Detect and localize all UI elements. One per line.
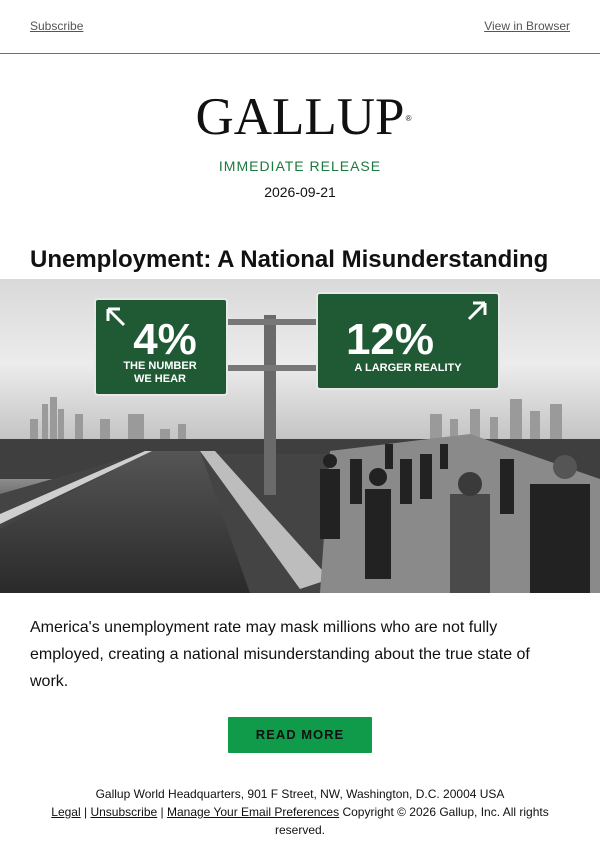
sign-left-line2: WE HEAR	[134, 373, 186, 385]
gallup-logo	[195, 88, 412, 146]
sign-post	[264, 315, 276, 495]
hero-illustration	[0, 279, 600, 593]
registered-mark: ®	[405, 114, 412, 123]
cta-container	[0, 717, 600, 753]
sign-left	[95, 299, 227, 395]
release-date: 2026-09-21	[264, 184, 336, 200]
logo-container	[0, 88, 600, 146]
view-in-browser-link[interactable]: View in Browser	[484, 19, 570, 33]
hero-image	[0, 279, 600, 593]
sign-arm-top	[225, 319, 320, 325]
subscribe-link[interactable]: Subscribe	[30, 19, 84, 33]
sign-left-value: 4%	[133, 315, 197, 364]
email-footer	[0, 785, 600, 839]
manage-preferences-link[interactable]: Manage Your Email Preferences	[166, 805, 340, 819]
sign-left-line1: THE NUMBER	[123, 360, 197, 372]
unsubscribe-link[interactable]: Unsubscribe	[90, 805, 158, 819]
sign-right	[317, 293, 499, 389]
footer-separator: |	[160, 805, 164, 819]
sign-right-line1: A LARGER REALITY	[354, 362, 462, 374]
logo-text: GALLUP	[195, 88, 405, 146]
footer-separator: |	[84, 805, 88, 819]
footer-links	[48, 803, 552, 839]
sign-right-value: 12%	[345, 315, 435, 364]
article-headline: Unemployment: A National Misunderstanding	[30, 246, 549, 273]
email-header-bar	[0, 0, 600, 54]
read-more-button[interactable]: READ MORE	[228, 717, 372, 753]
article-lead: America's unemployment rate may mask millions who are not fully employed, creating a national misunderstanding about the true state of work.	[30, 619, 530, 690]
footer-address: Gallup World Headquarters, 901 F Street, NW, Washington, D.C. 20004 USA	[95, 787, 505, 801]
sign-arm-bottom	[225, 365, 320, 371]
release-label: IMMEDIATE RELEASE	[218, 158, 382, 174]
copyright-text: Copyright © 2026 Gallup, Inc. All rights reserved.	[274, 805, 549, 837]
legal-link[interactable]: Legal	[51, 805, 81, 819]
